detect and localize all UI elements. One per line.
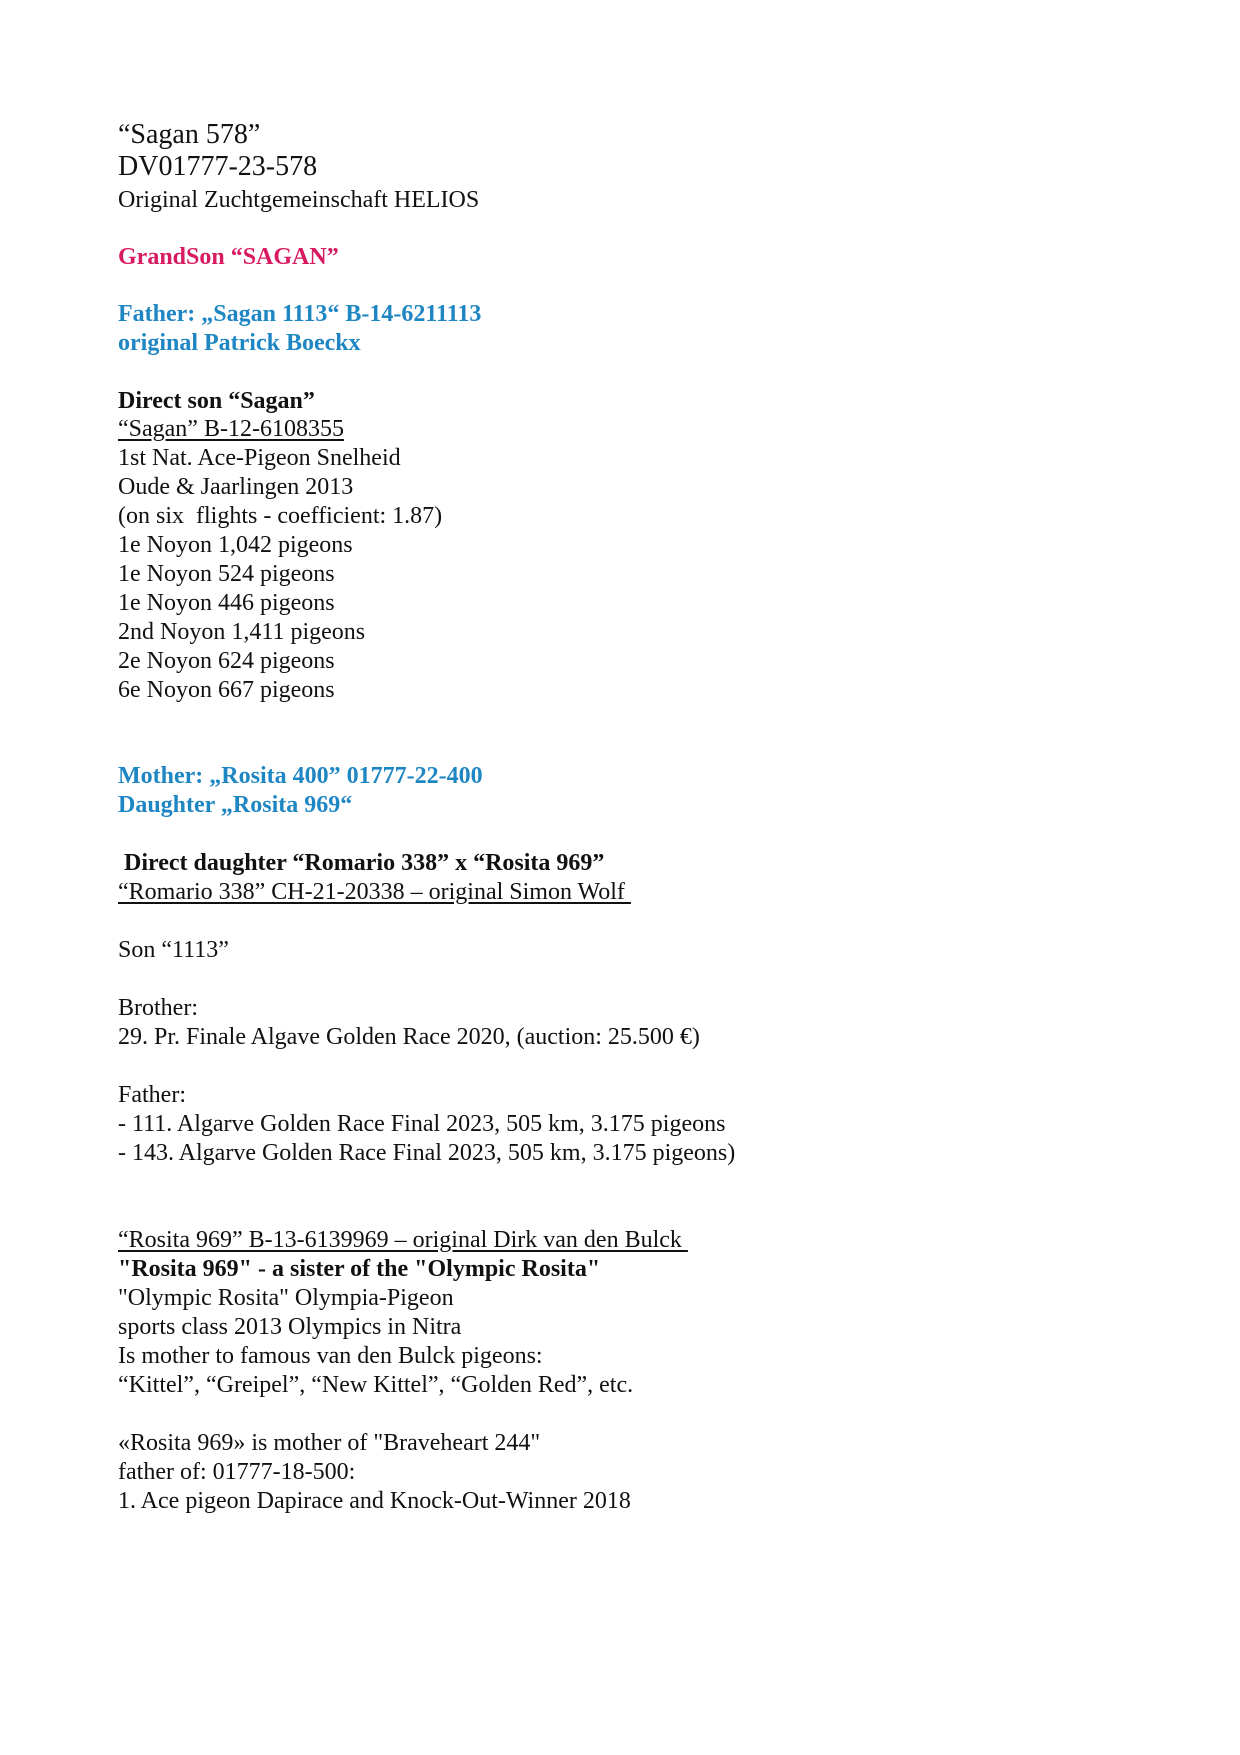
rosita-heading: "Rosita 969" - a sister of the "Olympic Rosita" xyxy=(118,1256,601,1282)
direct-son-line: 6e Noyon 667 pigeons xyxy=(118,677,335,703)
direct-son-heading: Direct son “Sagan” xyxy=(118,388,315,414)
father-result: - 111. Algarve Golden Race Final 2023, 505 km, 3.175 pigeons xyxy=(118,1111,726,1137)
direct-son-line: Oude & Jaarlingen 2013 xyxy=(118,474,354,500)
breeder-line: Original Zuchtgemeinschaft HELIOS xyxy=(118,187,480,213)
braveheart-line: «Rosita 969» is mother of "Braveheart 244" xyxy=(118,1430,541,1456)
ring-number: DV01777-23-578 xyxy=(118,151,318,182)
father-heading: Father: „Sagan 1113“ B-14-6211113 xyxy=(118,301,482,327)
father-origin: original Patrick Boeckx xyxy=(118,330,361,356)
braveheart-line: father of: 01777-18-500: xyxy=(118,1459,356,1485)
rosita-line: "Olympic Rosita" Olympia-Pigeon xyxy=(118,1285,454,1311)
rosita-line: sports class 2013 Olympics in Nitra xyxy=(118,1314,462,1340)
father-result: - 143. Algarve Golden Race Final 2023, 505 km, 3.175 pigeons) xyxy=(118,1140,736,1166)
pigeon-name: “Sagan 578” xyxy=(118,119,261,150)
mother-heading: Mother: „Rosita 400” 01777-22-400 xyxy=(118,763,483,789)
brother-label: Brother: xyxy=(118,995,198,1021)
direct-son-line: 2nd Noyon 1,411 pigeons xyxy=(118,619,366,645)
direct-daughter-heading: Direct daughter “Romario 338” x “Rosita 969” xyxy=(118,850,605,876)
direct-son-line: (on six flights - coefficient: 1.87) xyxy=(118,503,443,529)
direct-son-line: 1e Noyon 524 pigeons xyxy=(118,561,335,587)
direct-son-line: 1e Noyon 446 pigeons xyxy=(118,590,335,616)
brother-result: 29. Pr. Finale Algave Golden Race 2020, (auction: 25.500 €) xyxy=(118,1024,700,1050)
rosita-line: “Kittel”, “Greipel”, “New Kittel”, “Golden Red”, etc. xyxy=(118,1372,634,1398)
rosita-line: Is mother to famous van den Bulck pigeons: xyxy=(118,1343,543,1369)
direct-son-line: 1e Noyon 1,042 pigeons xyxy=(118,532,353,558)
romario-ring: “Romario 338” CH-21-20338 – original Simon Wolf xyxy=(118,879,631,905)
son-line: Son “1113” xyxy=(118,937,229,963)
mother-daughter: Daughter „Rosita 969“ xyxy=(118,792,353,818)
father-label: Father: xyxy=(118,1082,186,1108)
sagan-ring: “Sagan” B-12-6108355 xyxy=(118,416,344,442)
grandson-heading: GrandSon “SAGAN” xyxy=(118,244,339,270)
rosita-ring: “Rosita 969” B-13-6139969 – original Dirk van den Bulck xyxy=(118,1227,688,1253)
direct-son-line: 1st Nat. Ace-Pigeon Snelheid xyxy=(118,445,401,471)
direct-son-line: 2e Noyon 624 pigeons xyxy=(118,648,335,674)
braveheart-line: 1. Ace pigeon Dapirace and Knock-Out-Winner 2018 xyxy=(118,1488,631,1514)
